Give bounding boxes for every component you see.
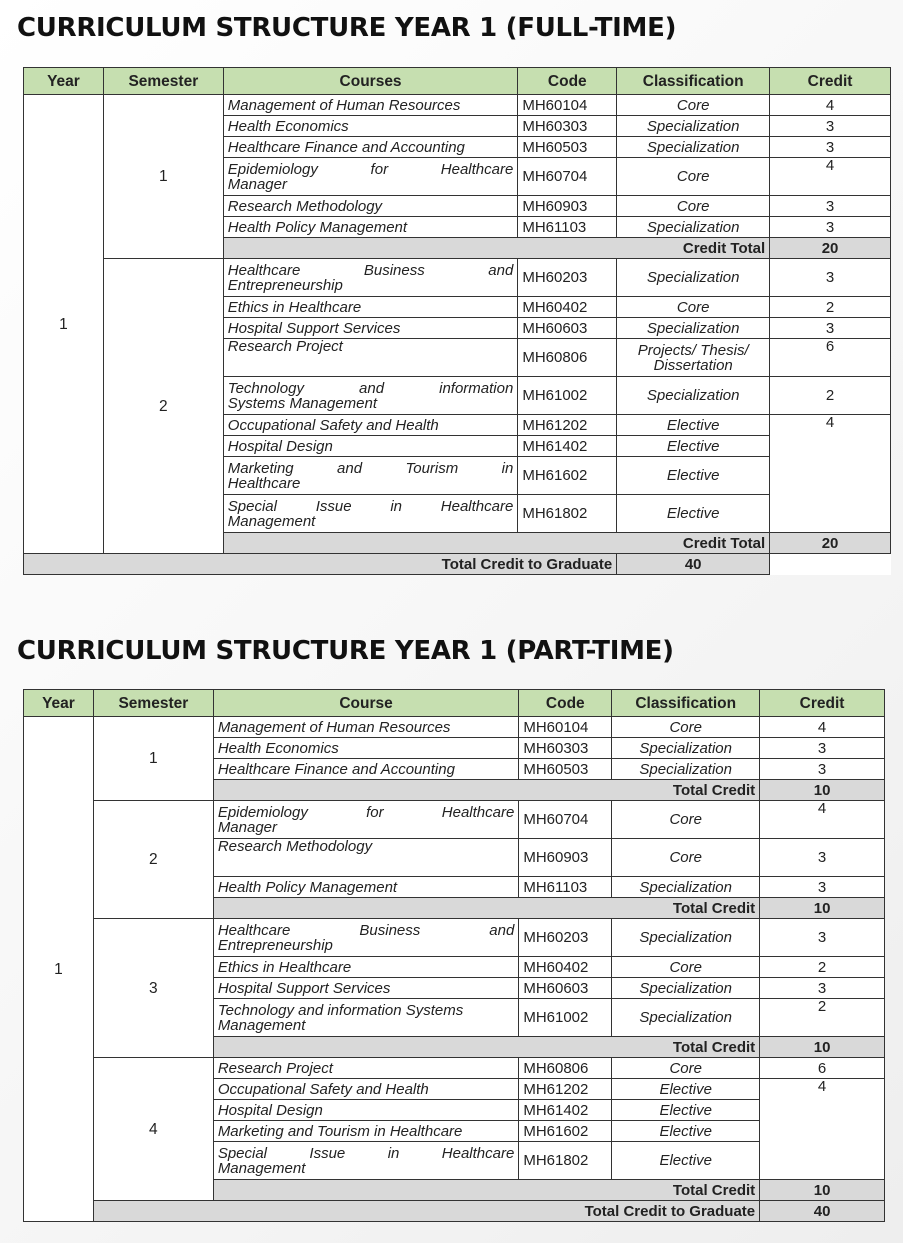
course-credit: 3 (770, 318, 891, 339)
year-cell: 1 (24, 95, 104, 554)
course-name (223, 158, 518, 196)
course-classification: Elective (617, 436, 770, 457)
course-code: MH60903 (518, 196, 617, 217)
header-classification: Classification (612, 690, 760, 717)
course-code: MH60303 (518, 116, 617, 137)
credit-total-label: Credit Total (223, 533, 769, 554)
course-classification: Specialization (617, 137, 770, 158)
course-credit: 3 (770, 259, 891, 297)
course-name-line2: Manager (227, 175, 287, 193)
part-time-title: CURRICULUM STRUCTURE YEAR 1 (PART-TIME) (17, 636, 674, 666)
course-classification: Core (612, 839, 760, 877)
course-credit: 6 (760, 1058, 885, 1079)
course-credit: 4 (760, 1079, 885, 1180)
table-row (24, 717, 885, 738)
course-name: Occupational Safety and Health (213, 1079, 519, 1100)
course-classification: Specialization (617, 116, 770, 137)
course-credit: 2 (760, 957, 885, 978)
course-classification: Specialization (617, 318, 770, 339)
course-classification: Specialization (617, 259, 770, 297)
part-time-curriculum-table (23, 689, 885, 1222)
course-name-line1: Healthcare Business and (227, 261, 514, 279)
year-cell: 1 (24, 717, 94, 1222)
course-classification: Specialization (612, 919, 760, 957)
course-code: MH61802 (518, 495, 617, 533)
semester-cell: 2 (103, 259, 223, 554)
course-classification: Core (612, 801, 760, 839)
course-name (213, 919, 519, 957)
course-credit: 2 (770, 377, 891, 415)
course-credit: 3 (770, 137, 891, 158)
course-name-line1: Special Issue in Healthcare (227, 497, 514, 515)
course-credit: 3 (760, 738, 885, 759)
grand-total-value: 40 (760, 1201, 885, 1222)
grand-total-row (24, 554, 891, 575)
grand-total-value: 40 (617, 554, 770, 575)
course-code: MH60402 (519, 957, 612, 978)
header-course: Course (213, 690, 519, 717)
course-credit: 3 (760, 839, 885, 877)
course-name: Research Project (223, 339, 518, 377)
course-code: MH60806 (519, 1058, 612, 1079)
semester-cell: 1 (93, 717, 213, 801)
header-courses: Courses (223, 68, 518, 95)
course-classification: Specialization (612, 999, 760, 1037)
course-classification: Core (612, 1058, 760, 1079)
course-name: Ethics in Healthcare (213, 957, 519, 978)
course-code: MH61602 (519, 1121, 612, 1142)
course-classification: Elective (612, 1100, 760, 1121)
semester-cell: 1 (103, 95, 223, 259)
course-code: MH60603 (519, 978, 612, 999)
classification-line2: Dissertation (653, 356, 733, 374)
grand-total-row (24, 1201, 885, 1222)
credit-total-value: 20 (770, 238, 891, 259)
course-name-line2: Healthcare (227, 474, 301, 492)
course-name-line2: Manager (217, 818, 278, 836)
course-code: MH60704 (519, 801, 612, 839)
course-credit: 2 (770, 297, 891, 318)
course-name: Healthcare Finance and Accounting (213, 759, 519, 780)
course-name: Health Economics (213, 738, 519, 759)
course-classification (617, 339, 770, 377)
credit-total-value: 10 (760, 1180, 885, 1201)
course-name-line2: Entrepreneurship (217, 936, 333, 954)
course-code: MH61402 (518, 436, 617, 457)
course-code: MH61002 (519, 999, 612, 1037)
table-row (24, 259, 891, 297)
course-code: MH61402 (519, 1100, 612, 1121)
course-name: Health Policy Management (213, 877, 519, 898)
course-code: MH60402 (518, 297, 617, 318)
course-name: Health Economics (223, 116, 518, 137)
course-name: Hospital Support Services (223, 318, 518, 339)
course-code: MH60603 (518, 318, 617, 339)
course-code: MH60203 (518, 259, 617, 297)
table-row (24, 919, 885, 957)
course-classification: Core (612, 957, 760, 978)
header-year: Year (24, 68, 104, 95)
course-name-line1: Marketing and Tourism in (227, 459, 514, 477)
course-classification: Elective (612, 1079, 760, 1100)
course-credit: 4 (770, 95, 891, 116)
course-code: MH61002 (518, 377, 617, 415)
credit-total-label: Total Credit (213, 780, 759, 801)
course-credit: 6 (770, 339, 891, 377)
course-name: Research Methodology (223, 196, 518, 217)
course-classification: Specialization (612, 759, 760, 780)
course-code: MH60704 (518, 158, 617, 196)
course-code: MH60503 (519, 759, 612, 780)
course-classification: Specialization (612, 978, 760, 999)
course-code: MH61802 (519, 1142, 612, 1180)
course-name-line2: Management (227, 512, 316, 530)
course-code: MH61202 (519, 1079, 612, 1100)
header-semester: Semester (103, 68, 223, 95)
course-name (213, 999, 519, 1037)
course-credit: 4 (760, 801, 885, 839)
course-classification: Elective (617, 495, 770, 533)
course-credit: 3 (760, 759, 885, 780)
credit-total-value: 10 (760, 1037, 885, 1058)
course-name-line2: Systems Management (227, 394, 378, 412)
semester-cell: 3 (93, 919, 213, 1058)
header-code: Code (518, 68, 617, 95)
course-code: MH60104 (519, 717, 612, 738)
table-header-row (24, 68, 891, 95)
course-name (213, 1142, 519, 1180)
course-name: Research Project (213, 1058, 519, 1079)
table-row (24, 1058, 885, 1079)
course-name: Healthcare Finance and Accounting (223, 137, 518, 158)
course-name: Hospital Support Services (213, 978, 519, 999)
course-name: Marketing and Tourism in Healthcare (213, 1121, 519, 1142)
credit-total-label: Total Credit (213, 898, 759, 919)
course-credit: 4 (770, 158, 891, 196)
course-classification: Elective (612, 1121, 760, 1142)
course-code: MH60203 (519, 919, 612, 957)
course-name-line1: Technology and information (227, 379, 514, 397)
course-credit: 3 (760, 978, 885, 999)
header-credit: Credit (760, 690, 885, 717)
table-row (24, 95, 891, 116)
course-name-line1: Epidemiology for Healthcare (227, 160, 514, 178)
course-credit: 4 (770, 415, 891, 533)
course-classification: Elective (617, 457, 770, 495)
course-classification: Elective (617, 415, 770, 436)
full-time-curriculum-table (23, 67, 891, 575)
course-name (213, 801, 519, 839)
credit-total-value: 10 (760, 898, 885, 919)
credit-total-label: Credit Total (223, 238, 769, 259)
course-name-line2: Management (217, 1016, 306, 1034)
credit-total-value: 10 (760, 780, 885, 801)
table-header-row (24, 690, 885, 717)
course-name: Research Methodology (213, 839, 519, 877)
course-code: MH60903 (519, 839, 612, 877)
course-name: Health Policy Management (223, 217, 518, 238)
course-name: Occupational Safety and Health (223, 415, 518, 436)
course-classification: Specialization (617, 377, 770, 415)
header-year: Year (24, 690, 94, 717)
credit-total-value: 20 (770, 533, 891, 554)
grand-total-label: Total Credit to Graduate (24, 554, 617, 575)
header-credit: Credit (770, 68, 891, 95)
course-credit: 4 (760, 717, 885, 738)
course-name (223, 457, 518, 495)
course-credit: 3 (760, 919, 885, 957)
header-code: Code (519, 690, 612, 717)
course-classification: Core (617, 95, 770, 116)
course-name-line1: Technology and information Systems (217, 1001, 464, 1019)
header-classification: Classification (617, 68, 770, 95)
semester-cell: 2 (93, 801, 213, 919)
course-classification: Specialization (612, 877, 760, 898)
course-credit: 3 (770, 217, 891, 238)
course-credit: 3 (770, 116, 891, 137)
course-code: MH60104 (518, 95, 617, 116)
semester-cell: 4 (93, 1058, 213, 1201)
classification-line1: Projects/ Thesis/ (637, 341, 749, 359)
course-name-line1: Epidemiology for Healthcare (217, 803, 515, 821)
course-name-line2: Management (217, 1159, 306, 1177)
course-name: Management of Human Resources (223, 95, 518, 116)
course-classification: Specialization (617, 217, 770, 238)
course-code: MH61103 (518, 217, 617, 238)
course-classification: Core (617, 196, 770, 217)
course-code: MH61602 (518, 457, 617, 495)
table-row (24, 801, 885, 839)
course-classification: Core (612, 717, 760, 738)
course-code: MH61103 (519, 877, 612, 898)
course-classification: Specialization (612, 738, 760, 759)
course-name: Hospital Design (223, 436, 518, 457)
course-name: Hospital Design (213, 1100, 519, 1121)
course-code: MH60503 (518, 137, 617, 158)
course-credit: 3 (770, 196, 891, 217)
course-code: MH61202 (518, 415, 617, 436)
course-name (223, 259, 518, 297)
header-semester: Semester (93, 690, 213, 717)
credit-total-label: Total Credit (213, 1037, 759, 1058)
course-classification: Elective (612, 1142, 760, 1180)
course-name-line1: Special Issue in Healthcare (217, 1144, 515, 1162)
grand-total-label: Total Credit to Graduate (93, 1201, 759, 1222)
course-code: MH60303 (519, 738, 612, 759)
course-credit: 2 (760, 999, 885, 1037)
course-credit: 3 (760, 877, 885, 898)
credit-total-label: Total Credit (213, 1180, 759, 1201)
course-name: Management of Human Resources (213, 717, 519, 738)
course-name-line1: Healthcare Business and (217, 921, 515, 939)
course-code: MH60806 (518, 339, 617, 377)
course-name (223, 495, 518, 533)
course-classification: Core (617, 297, 770, 318)
course-name (223, 377, 518, 415)
full-time-title: CURRICULUM STRUCTURE YEAR 1 (FULL-TIME) (17, 13, 677, 43)
course-name: Ethics in Healthcare (223, 297, 518, 318)
course-name-line2: Entrepreneurship (227, 276, 343, 294)
course-classification: Core (617, 158, 770, 196)
